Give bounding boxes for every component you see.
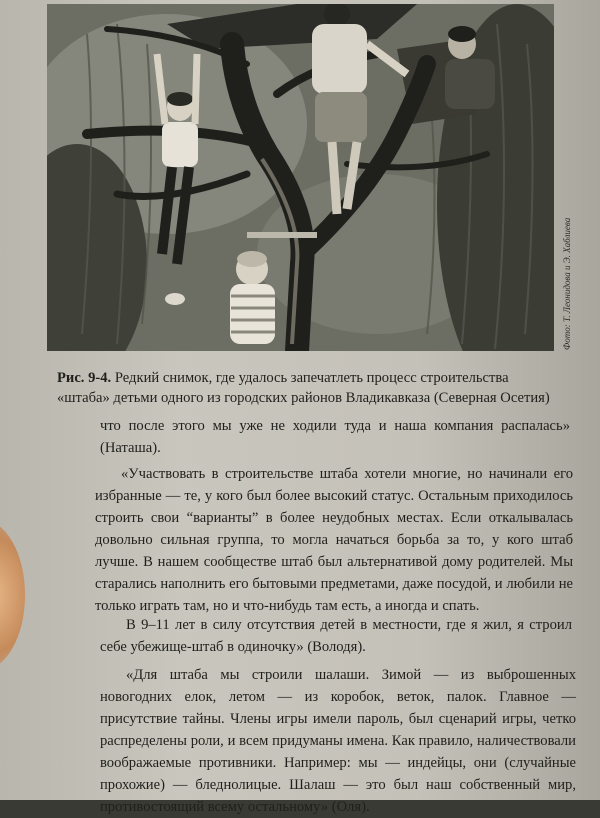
figure-caption — [57, 368, 562, 408]
photo-credit: Фото: Т. Леонидова и Э. Хаблиева — [562, 217, 572, 350]
photo-illustration — [47, 4, 554, 351]
paragraph-text: «Участвовать в строительстве штаба хотели многие, но начинали его избранные — те, у кого был более высокий статус. Остальным приходилось строить свои “варианты” в более неудобных местах. Если откалывалась довольно сильная группа, то могла начаться борьба за то, у кого штаб лучше. В нашем сообществе штаб был альтернативой дому родителей. Мы старались наполнить его бытовыми предметами, даже посудой, и любили не только играть там, но и что-нибудь там есть, а иногда и спать. — [95, 466, 573, 614]
paragraph-1 — [100, 415, 570, 459]
paragraph-text: что после этого мы уже не ходили туда и наша компания распалась» (Наташа). — [100, 418, 570, 456]
figure-caption-text: Редкий снимок, где удалось запечатлеть процесс строительства «штаба» детьми одного из городских районов Владикавказа (Северная Осетия) — [57, 370, 550, 406]
paragraph-text: «Для штаба мы строили шалаши. Зимой — из выброшенных новогодних елок, летом — из коробок, веток, палок. Главное — присутствие тайны. Члены игры имели пароль, был сценарий игры, четко распределены роли, и всем придуманы имена. Как правило, наличествовали воображаемые противники. Например: мы — индейцы, они (случайные прохожие) — бледнолицые. Шалаш — это был наш собственный мир, противостоящий всему остальному» (Оля). — [100, 667, 576, 815]
thumb-in-frame — [0, 520, 25, 670]
paragraph-4 — [100, 664, 576, 818]
paragraph-3 — [100, 614, 572, 658]
paragraph-2 — [95, 463, 573, 617]
paragraph-text: В 9–11 лет в силу отсутствия детей в местности, где я жил, я строил себе убежище-штаб в одиночку» (Володя). — [100, 617, 572, 655]
photo-children-building-tree-hut — [47, 4, 554, 351]
figure-label: Рис. 9-4. — [57, 370, 112, 386]
